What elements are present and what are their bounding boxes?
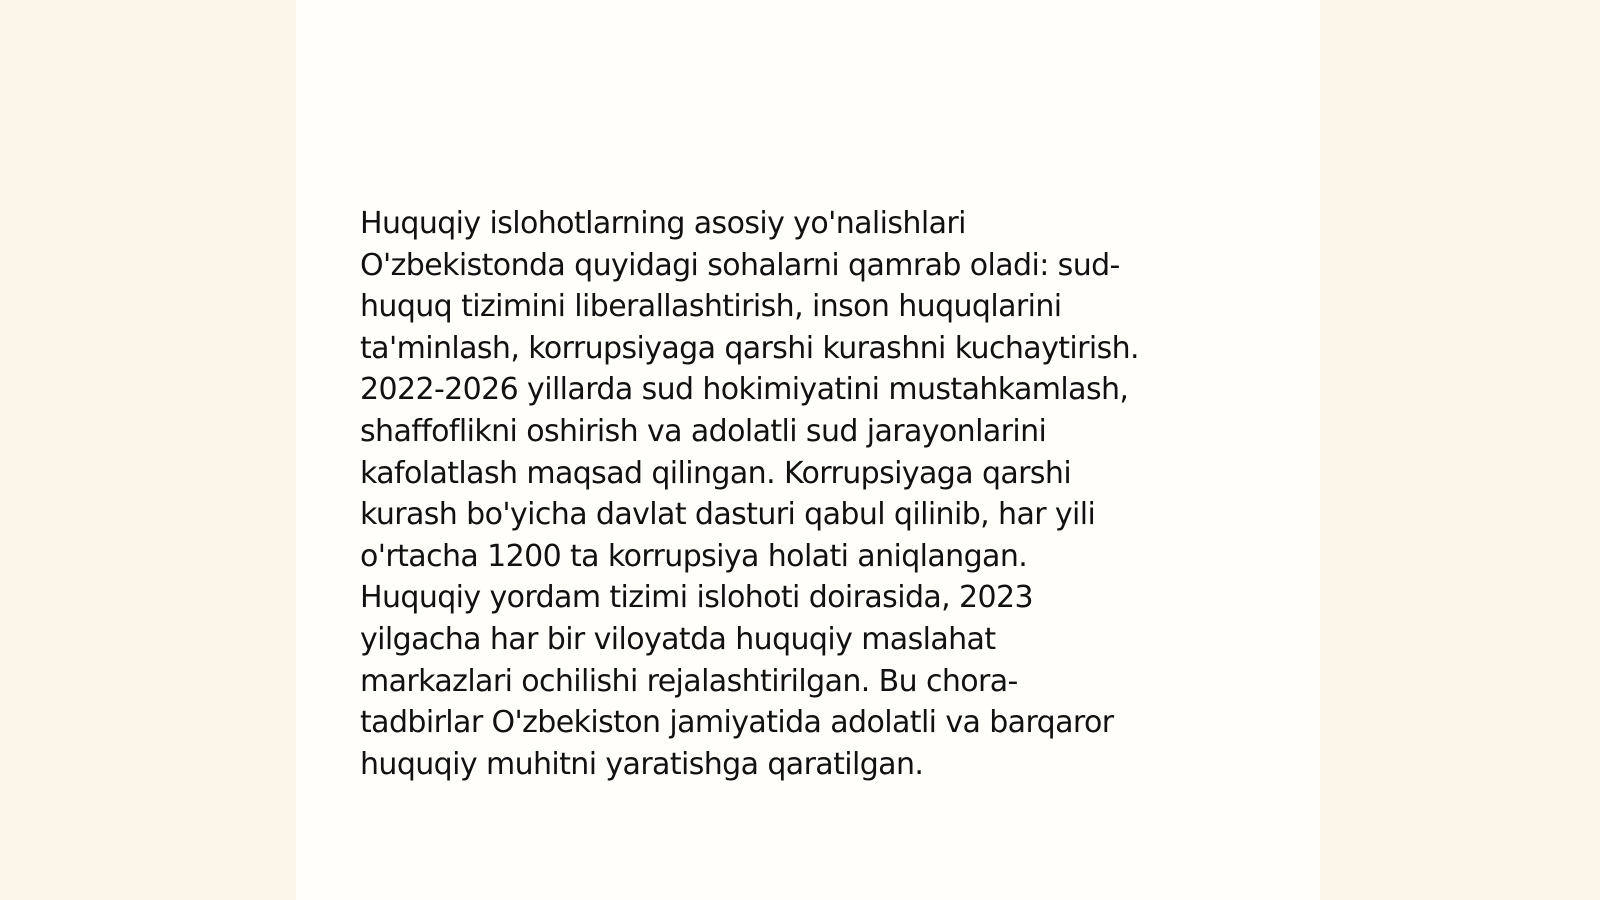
document-page — [296, 0, 1320, 900]
text-line: kafolatlash maqsad qilingan. Korrupsiyaga qarshi — [360, 455, 1072, 491]
text-line: Huquqiy yordam tizimi islohoti doirasida, 2023 — [360, 580, 1033, 616]
text-line: huquq tizimini liberallashtirish, inson huquqlarini — [360, 289, 1062, 325]
text-line: huquqiy muhitni yaratishga qaratilgan. — [360, 746, 924, 782]
text-line: o'rtacha 1200 ta korrupsiya holati aniqlangan. — [360, 538, 1028, 574]
text-line: ta'minlash, korrupsiyaga qarshi kurashni kuchaytirish. — [360, 330, 1139, 366]
text-line: tadbirlar O'zbekiston jamiyatida adolatli va barqaror — [360, 705, 1114, 741]
body-paragraph — [360, 203, 1300, 785]
text-line: O'zbekistonda quyidagi sohalarni qamrab oladi: sud- — [360, 247, 1120, 283]
text-line: 2022-2026 yillarda sud hokimiyatini mustahkamlash, — [360, 372, 1129, 408]
text-line: shaffoflikni oshirish va adolatli sud jarayonlarini — [360, 413, 1047, 449]
text-line: markazlari ochilishi rejalashtirilgan. Bu chora- — [360, 663, 1018, 699]
text-line: yilgacha har bir viloyatda huquqiy maslahat — [360, 621, 996, 657]
text-line: Huquqiy islohotlarning asosiy yo'nalishlari — [360, 206, 966, 241]
text-line: kurash bo'yicha davlat dasturi qabul qilinib, har yili — [360, 497, 1096, 533]
